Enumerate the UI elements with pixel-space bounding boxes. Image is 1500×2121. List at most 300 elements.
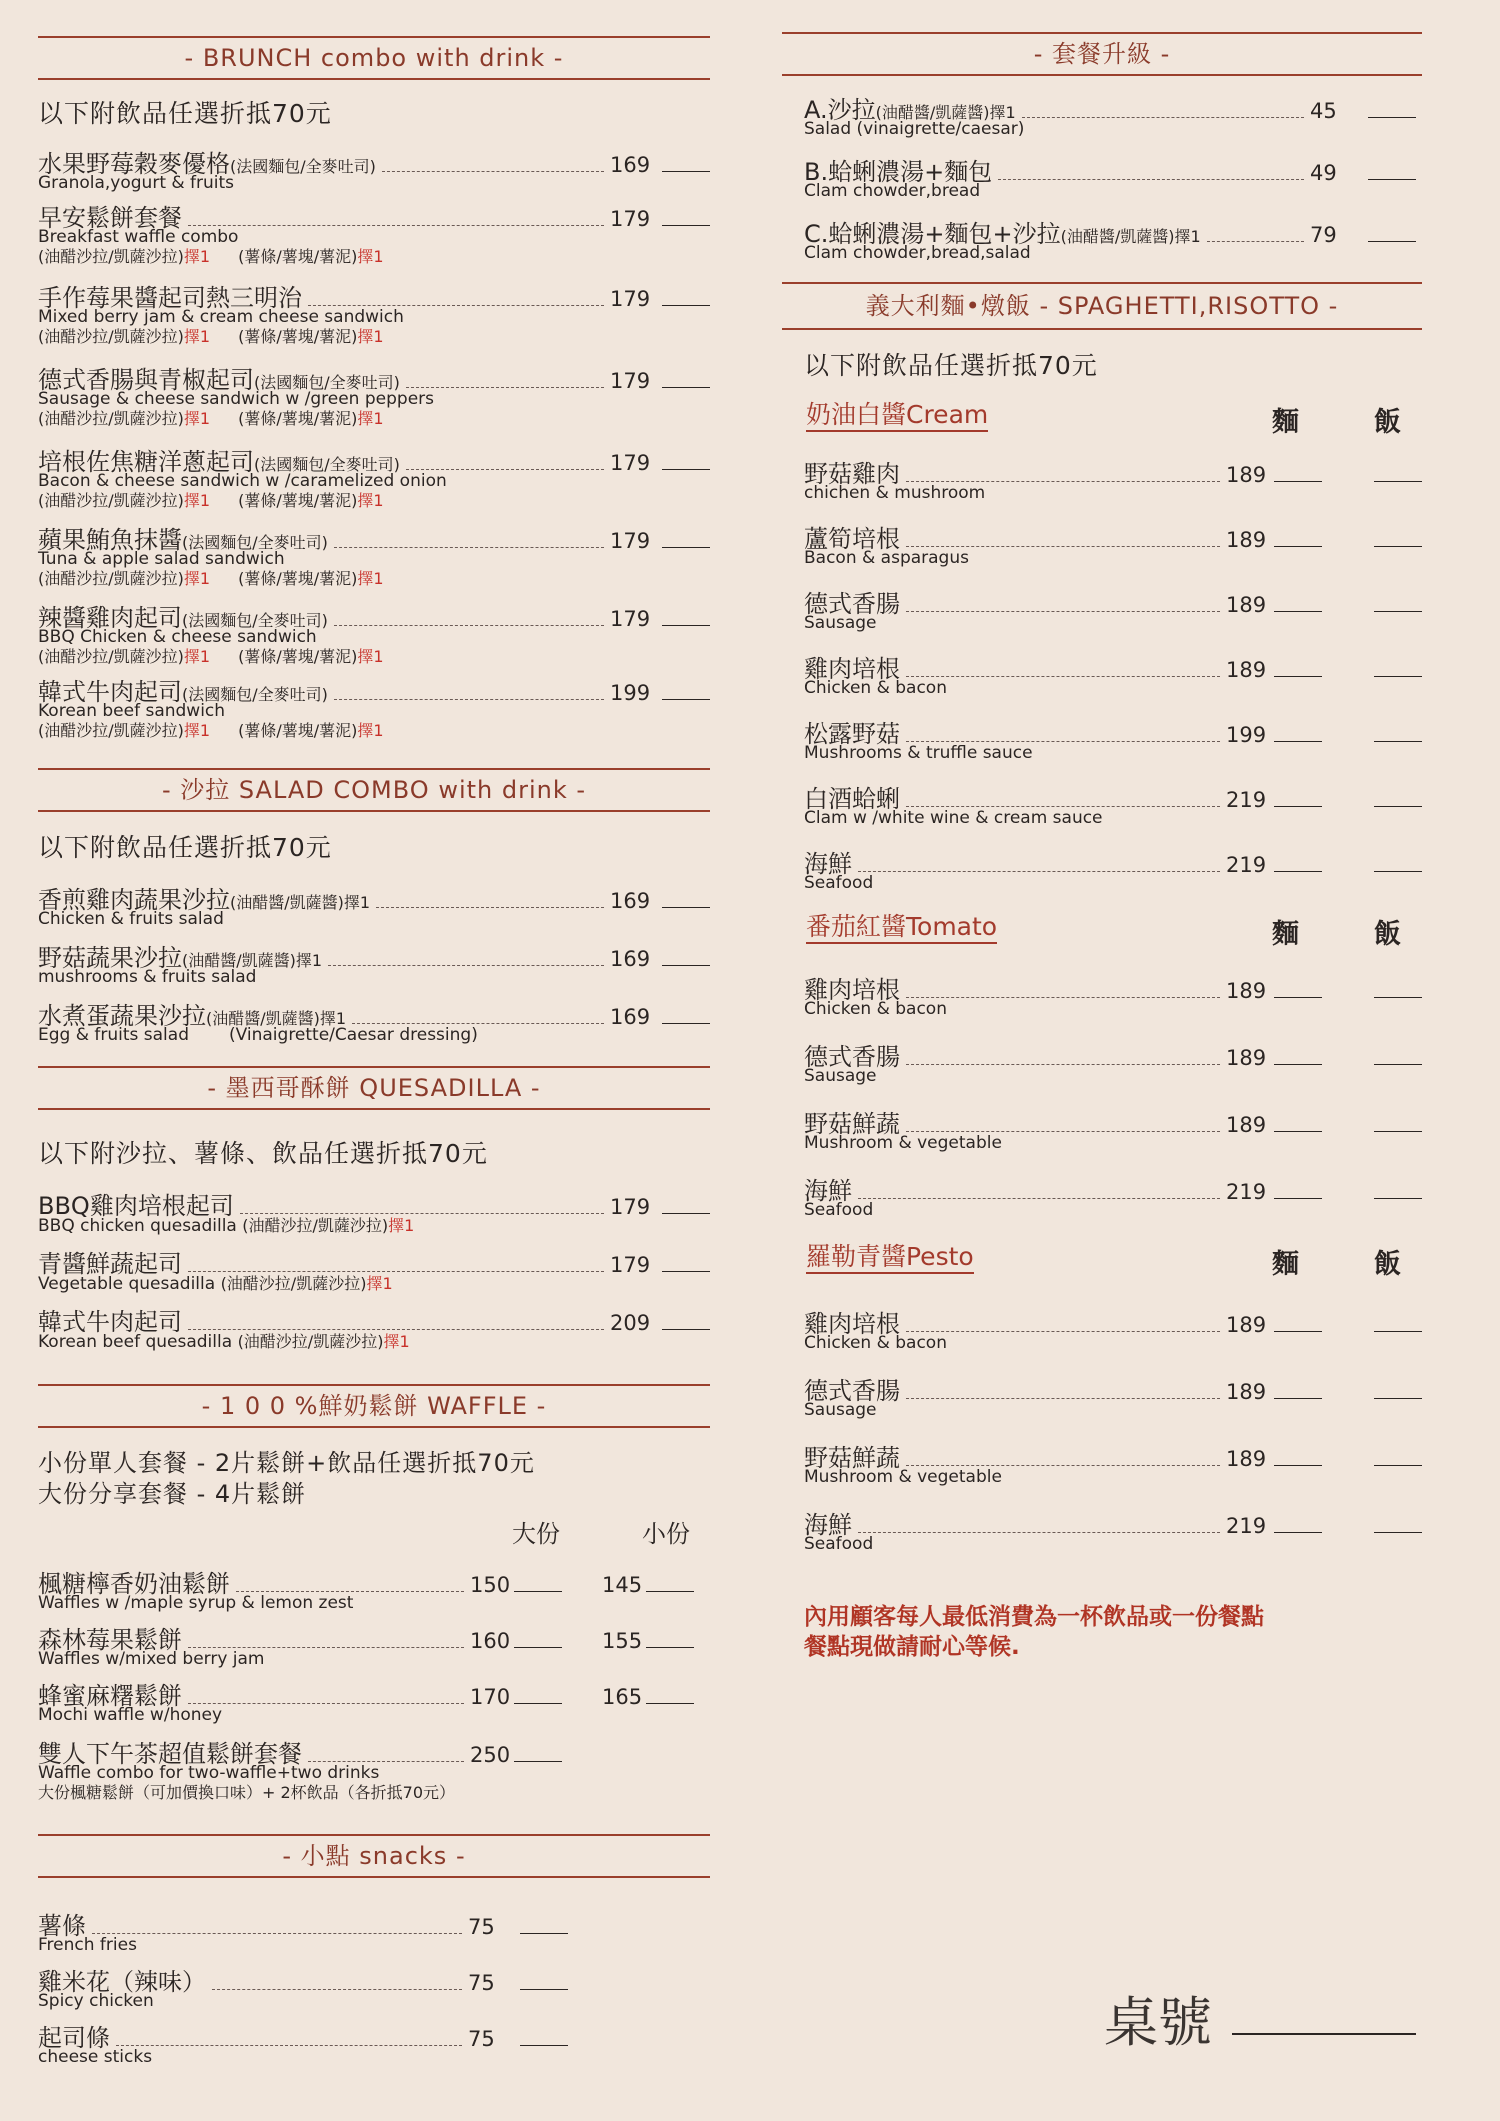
item-dressing-note: (Vinaigrette/Caesar dressing) [229,1025,478,1045]
item-main-row [38,360,710,394]
leader-dots [906,611,1220,612]
item-price: 179 [610,1253,651,1277]
order-noodle-field[interactable] [1274,1398,1322,1399]
table-number-field[interactable] [1232,2033,1416,2035]
item-price: 75 [468,1971,495,1995]
item-main-row [38,1302,710,1336]
side-option-salad-choice: 擇1 [183,491,211,510]
side-option-potato-choice: 擇1 [357,647,384,666]
leader-dots [1022,117,1304,118]
item-side-option: (油醋沙拉/凱薩沙拉) [220,1274,367,1293]
item-english-name: Salad (vinaigrette/caesar) [804,119,1025,139]
order-qty-field[interactable] [1368,241,1416,242]
item-name: 培根佐焦糖洋蔥起司 [38,448,254,476]
menu-item [38,520,710,589]
item-price: 45 [1310,99,1337,123]
side-option-salad-choice: 擇1 [183,247,211,266]
order-rice-field[interactable] [1374,546,1422,547]
order-rice-field[interactable] [1374,997,1422,998]
menu-item [804,970,1422,1019]
menu-item [804,779,1422,828]
order-qty-field[interactable] [662,171,710,172]
side-option-salad: (油醋沙拉/凱薩沙拉) [38,491,184,510]
order-qty-large[interactable] [514,1761,562,1762]
menu-item [38,198,710,267]
item-name: 白酒蛤蜊 [804,785,900,813]
item-price: 189 [1226,979,1267,1003]
order-qty-field[interactable] [1368,117,1416,118]
side-option-salad: (油醋沙拉/凱薩沙拉) [38,569,184,588]
menu-item [804,584,1422,633]
order-qty-field[interactable] [662,547,710,548]
tomato-category-name: 番茄紅醬Tomato [806,912,997,944]
item-english-name: BBQ Chicken & cheese sandwich [38,627,317,647]
quesadilla-note: 以下附沙拉、薯條、飲品任選折抵70元 [38,1139,488,1168]
item-name: C.蛤蜊濃湯+麵包+沙拉 [804,220,1061,248]
item-price: 189 [1226,1313,1267,1337]
order-qty-field[interactable] [662,225,710,226]
item-english-line [38,1274,710,1294]
item-side-options [38,409,710,429]
menu-item [38,1564,698,1613]
item-name: 海鮮 [804,850,852,878]
item-name: B.蛤蜊濃湯+麵包 [804,158,993,186]
item-price: 189 [1226,1046,1267,1070]
price-columns [470,1685,698,1709]
leader-dots [906,806,1220,807]
order-noodle-field[interactable] [1274,611,1322,612]
order-rice-field[interactable] [1374,806,1422,807]
side-option-salad-choice: 擇1 [183,327,211,346]
order-noodle-field[interactable] [1274,676,1322,677]
leader-dots [406,469,604,470]
item-english-name: BBQ chicken quesadilla [38,1216,237,1236]
item-main-row [804,649,1422,683]
side-option-potato-choice: 擇1 [357,409,384,428]
pesto-category-name: 羅勒青醬Pesto [806,1242,974,1274]
item-english-name: Bacon & cheese sandwich w /caramelized onion [38,471,447,491]
leader-dots [906,1465,1220,1466]
order-noodle-field[interactable] [1274,1064,1322,1065]
price-columns [470,1743,698,1767]
item-main-row [38,520,710,554]
side-option-potato: (薯條/薯塊/薯泥) [238,647,358,666]
item-english-name: Seafood [804,1200,874,1220]
item-side-option: (油醋沙拉/凱薩沙拉) [242,1216,389,1235]
leader-dots [906,741,1220,742]
item-name: 水果野莓穀麥優格 [38,150,230,178]
side-option-potato-choice: 擇1 [357,491,384,510]
item-price: 179 [610,1195,651,1219]
order-qty-field[interactable] [662,1213,710,1214]
salad-section-title: - 沙拉 SALAD COMBO with drink - [38,768,710,812]
side-option-potato: (薯條/薯塊/薯泥) [238,721,358,740]
order-rice-field[interactable] [1374,1131,1422,1132]
leader-dots [334,699,604,700]
order-noodle-field[interactable] [1274,1532,1322,1533]
menu-item [38,598,710,667]
item-english-name: Clam chowder,bread [804,181,981,201]
tomato-category-row [782,912,1422,950]
item-english-name: Mochi waffle w/honey [38,1705,223,1725]
item-option: (油醋醬/凱薩醬) [182,951,296,970]
item-main-row [804,1371,1422,1405]
leader-dots [906,1131,1220,1132]
side-option-salad: (油醋沙拉/凱薩沙拉) [38,327,184,346]
cream-noodle-header: 麵 [1272,407,1299,438]
item-english-name: Waffles w /maple syrup & lemon zest [38,1593,354,1613]
order-qty-field[interactable] [662,305,710,306]
order-noodle-field[interactable] [1274,481,1322,482]
leader-dots [998,179,1304,180]
side-option-potato: (薯條/薯塊/薯泥) [238,409,358,428]
item-main-row [804,1438,1422,1472]
order-qty-field[interactable] [662,907,710,908]
leader-dots [188,225,604,226]
leader-dots [858,1198,1220,1199]
order-rice-field[interactable] [1374,1532,1422,1533]
item-name: 雞肉培根 [804,976,900,1004]
menu-item [38,880,710,929]
item-main-row [804,1171,1422,1205]
item-option: (油醋醬/凱薩醬) [206,1009,320,1028]
leader-dots [188,1271,604,1272]
item-english-name: Mushroom & vegetable [804,1467,1002,1487]
order-qty-small[interactable] [646,1703,694,1704]
item-english-name: Mixed berry jam & cream cheese sandwich [38,307,404,327]
item-price: 219 [1226,788,1267,812]
order-qty-field[interactable] [662,387,710,388]
item-name: 德式香腸 [804,1043,900,1071]
order-qty-field[interactable] [520,2045,568,2046]
item-english-name: Clam chowder,bread,salad [804,243,1031,263]
item-english-name: Sausage [804,1400,877,1420]
item-price: 169 [610,947,651,971]
leader-dots [906,1398,1220,1399]
item-option: (油醋醬/凱薩醬) [875,103,990,122]
order-noodle-field[interactable] [1274,1198,1322,1199]
item-price-large: 150 [470,1573,511,1597]
order-rice-field[interactable] [1374,1198,1422,1199]
table-number-label: 桌號 [1104,1991,1212,2054]
order-qty-field[interactable] [520,1989,568,1990]
item-name: 楓糖檸香奶油鬆餅 [38,1570,230,1598]
item-price-small: 165 [602,1685,643,1709]
leader-dots [116,2045,462,2046]
waffle-large-label: 大份 [512,1520,560,1548]
item-price: 209 [610,1311,651,1335]
item-price: 189 [1226,658,1267,682]
item-price: 199 [610,681,651,705]
item-name: 海鮮 [804,1177,852,1205]
leader-dots [352,1023,604,1024]
item-name: 韓式牛肉起司 [38,678,182,706]
item-main-row [38,1906,568,1940]
leader-dots [240,1213,604,1214]
menu-item [804,1438,1422,1487]
leader-dots [188,1647,464,1648]
waffle-section-title: - 1 0 0 %鮮奶鬆餅 WAFFLE - [38,1384,710,1428]
item-name: 野菇雞肉 [804,460,900,488]
menu-item [804,152,1416,201]
order-noodle-field[interactable] [1274,997,1322,998]
notice-line-2: 餐點現做請耐心等候. [804,1634,1020,1660]
cream-category-name: 奶油白醬Cream [806,400,988,432]
item-name: 青醬鮮蔬起司 [38,1250,182,1278]
item-price: 79 [1310,223,1337,247]
menu-item [804,844,1422,893]
item-price-small: 155 [602,1629,643,1653]
menu-item [38,1734,698,1803]
item-main-row [38,144,710,178]
item-main-row [38,1676,698,1710]
item-english-name: French fries [38,1935,137,1955]
menu-item [804,714,1422,763]
order-rice-field[interactable] [1374,871,1422,872]
order-rice-field[interactable] [1374,1398,1422,1399]
item-english-name: Granola,yogurt & fruits [38,173,235,193]
brunch-note: 以下附飲品任選折抵70元 [38,99,332,128]
menu-item [804,1171,1422,1220]
order-noodle-field[interactable] [1274,546,1322,547]
item-english-name: Chicken & fruits salad [38,909,224,929]
item-price: 219 [1226,1514,1267,1538]
item-english-name: Clam w /white wine & cream sauce [804,808,1103,828]
leader-dots [334,547,604,548]
order-noodle-field[interactable] [1274,871,1322,872]
item-main-row [804,844,1422,878]
order-qty-large[interactable] [514,1647,562,1648]
price-columns [470,1573,698,1597]
order-rice-field[interactable] [1374,611,1422,612]
item-side-options [38,569,710,589]
item-price-large: 160 [470,1629,511,1653]
item-price: 75 [468,1915,495,1939]
menu-item [804,214,1416,263]
item-price-large: 170 [470,1685,511,1709]
order-qty-field[interactable] [1368,179,1416,180]
item-english-name: Vegetable quesadilla [38,1274,216,1294]
leader-dots [906,676,1220,677]
item-price-small: 145 [602,1573,643,1597]
item-english-name: Chicken & bacon [804,678,947,698]
item-english-line [38,1216,710,1236]
item-price: 169 [610,153,651,177]
menu-item [804,90,1416,139]
item-name: 雞肉培根 [804,1310,900,1338]
side-option-salad-choice: 擇1 [183,721,211,740]
item-english-name: Mushrooms & truffle sauce [804,743,1033,763]
side-option-salad: (油醋沙拉/凱薩沙拉) [38,409,184,428]
order-qty-field[interactable] [662,699,710,700]
item-main-row [38,672,710,706]
item-option: (法國麵包/全麥吐司) [254,455,400,474]
item-option: (法國麵包/全麥吐司) [182,611,328,630]
item-english-name: Korean beef quesadilla [38,1332,233,1352]
item-option: (法國麵包/全麥吐司) [182,685,328,704]
order-qty-field[interactable] [662,469,710,470]
side-option-potato: (薯條/薯塊/薯泥) [238,247,358,266]
item-price: 189 [1226,593,1267,617]
menu-item [38,1676,698,1725]
item-name: 韓式牛肉起司 [38,1308,182,1336]
item-main-row [804,1037,1422,1071]
leader-dots [906,546,1220,547]
item-side-options [38,247,710,267]
item-side-options [38,647,710,667]
item-english-name: mushrooms & fruits salad [38,967,257,987]
item-option: (法國麵包/全麥吐司) [230,157,376,176]
item-price: 219 [1226,853,1267,877]
item-main-row [38,278,710,312]
leader-dots [858,1532,1220,1533]
item-option: (法國麵包/全麥吐司) [182,533,328,552]
side-option-salad: (油醋沙拉/凱薩沙拉) [38,647,184,666]
item-name: 水煮蛋蔬果沙拉 [38,1002,206,1030]
item-english-name: cheese sticks [38,2047,153,2067]
order-rice-field[interactable] [1374,1331,1422,1332]
side-option-potato-choice: 擇1 [357,327,384,346]
item-main-row [804,454,1422,488]
item-main-row [804,1104,1422,1138]
side-option-salad-choice: 擇1 [183,569,211,588]
item-name: 野菇鮮蔬 [804,1444,900,1472]
leader-dots [382,171,604,172]
item-english-name: Korean beef sandwich [38,701,226,721]
order-qty-large[interactable] [514,1703,562,1704]
tomato-rice-header: 飯 [1374,919,1401,950]
side-option-salad-choice: 擇1 [183,647,211,666]
order-qty-large[interactable] [514,1591,562,1592]
item-price-large: 250 [470,1743,511,1767]
item-english-name: Sausage [804,613,877,633]
tomato-noodle-header: 麵 [1272,919,1299,950]
menu-item [38,1962,568,2011]
order-qty-field[interactable] [662,1023,710,1024]
item-side-options [38,491,710,511]
item-price: 189 [1226,1447,1267,1471]
pesto-category-row [782,1242,1422,1280]
menu-item [38,278,710,347]
item-price: 189 [1226,1380,1267,1404]
waffle-small-label: 小份 [642,1520,690,1548]
item-option-choice: 擇1 [319,1009,347,1028]
item-main-row [804,970,1422,1004]
leader-dots [906,1064,1220,1065]
item-side-option-choice: 擇1 [388,1216,415,1235]
order-noodle-field[interactable] [1274,741,1322,742]
side-option-potato-choice: 擇1 [357,721,384,740]
pasta-section-title: 義大利麵•燉飯 - SPAGHETTI,RISOTTO - [782,282,1422,330]
item-side-options [38,327,710,347]
order-qty-field[interactable] [662,1329,710,1330]
item-name: 薯條 [38,1912,86,1940]
menu-item [38,672,710,741]
item-main-row [38,1734,698,1768]
item-main-row [38,598,710,632]
order-rice-field[interactable] [1374,1465,1422,1466]
order-rice-field[interactable] [1374,481,1422,482]
item-price: 219 [1226,1180,1267,1204]
item-english-name: Tuna & apple salad sandwich [38,549,285,569]
menu-item [38,360,710,429]
waffle-intro-large: 大份分享套餐 - 4片鬆餅 [38,1480,307,1508]
menu-item [804,454,1422,503]
item-option-choice: 擇1 [1174,227,1201,246]
item-option: (油醋醬/凱薩醬) [230,893,344,912]
side-option-salad: (油醋沙拉/凱薩沙拉) [38,247,184,266]
side-option-salad: (油醋沙拉/凱薩沙拉) [38,721,184,740]
item-price: 189 [1226,463,1267,487]
order-rice-field[interactable] [1374,741,1422,742]
item-main-row [804,1505,1422,1539]
order-noodle-field[interactable] [1274,1131,1322,1132]
item-price: 49 [1310,161,1337,185]
item-main-row [38,1962,568,1996]
item-main-row [804,1304,1422,1338]
item-english-name: Chicken & bacon [804,999,947,1019]
waffle-intro [38,1448,535,1510]
waffle-intro-small: 小份單人套餐 - 2片鬆餅+飲品任選折抵70元 [38,1449,535,1477]
item-english-name: Breakfast waffle combo [38,227,239,247]
menu-item [38,1302,710,1352]
item-price: 189 [1226,1113,1267,1137]
order-noodle-field[interactable] [1274,806,1322,807]
item-name: BBQ雞肉培根起司 [38,1192,234,1220]
leader-dots [906,481,1220,482]
order-rice-field[interactable] [1374,676,1422,677]
order-qty-small[interactable] [646,1591,694,1592]
order-qty-field[interactable] [520,1933,568,1934]
menu-item [804,1037,1422,1086]
menu-item [38,1186,710,1236]
order-noodle-field[interactable] [1274,1465,1322,1466]
leader-dots [328,965,604,966]
item-side-option: (油醋沙拉/凱薩沙拉) [237,1332,384,1351]
item-main-row [38,442,710,476]
order-qty-field[interactable] [662,965,710,966]
side-option-potato: (薯條/薯塊/薯泥) [238,327,358,346]
leader-dots [308,305,604,306]
item-price: 179 [610,607,651,631]
item-name: 蜂蜜麻糬鬆餅 [38,1682,182,1710]
menu-item [38,1620,698,1669]
item-name: 香煎雞肉蔬果沙拉 [38,886,230,914]
item-price: 189 [1226,528,1267,552]
order-rice-field[interactable] [1374,1064,1422,1065]
cream-category-row [782,400,1422,438]
item-name: 雞米花（辣味） [38,1968,206,1996]
item-english-name: Egg & fruits salad [38,1025,189,1045]
notice [804,1602,1264,1662]
order-qty-field[interactable] [662,1271,710,1272]
order-qty-small[interactable] [646,1647,694,1648]
order-qty-field[interactable] [662,625,710,626]
item-main-row [38,2018,568,2052]
menu-item [804,649,1422,698]
side-option-salad-choice: 擇1 [183,409,211,428]
item-main-row [38,1564,698,1598]
side-option-potato: (薯條/薯塊/薯泥) [238,491,358,510]
item-side-option-choice: 擇1 [366,1274,393,1293]
item-name: 手作莓果醬起司熱三明治 [38,284,302,312]
item-price: 179 [610,529,651,553]
leader-dots [906,997,1220,998]
item-english-name: Chicken & bacon [804,1333,947,1353]
leader-dots [188,1329,604,1330]
order-noodle-field[interactable] [1274,1331,1322,1332]
item-name: 早安鬆餅套餐 [38,204,182,232]
